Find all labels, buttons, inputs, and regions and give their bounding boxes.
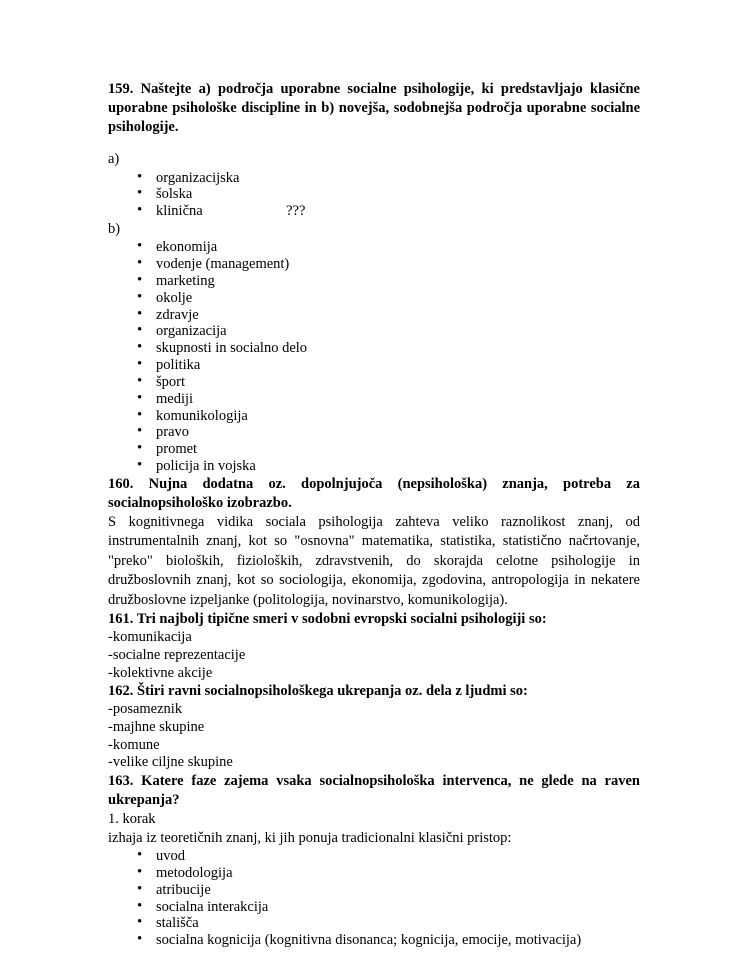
answer-line: -komunikacija: [108, 629, 192, 646]
question-159-heading: 159. Naštejte a) področja uporabne socialne psihologije, ki predstavljajo klasične uporabne psihološke discipline in b) novejša, sodobnejša področja uporabne socialne psihologije.: [108, 81, 640, 136]
list-item: • uvod: [108, 848, 640, 865]
answer-line: -komune: [108, 736, 160, 753]
list-item: • klinična ???: [108, 203, 640, 220]
question-162-heading: 162. Štiri ravni socialnopsihološkega ukrepanja oz. dela z ljudmi so:: [108, 683, 528, 700]
step-intro: izhaja iz teoretičnih znanj, ki jih ponuja tradicionalni klasični pristop:: [108, 830, 512, 847]
answer-line: -velike ciljne skupine: [108, 754, 233, 771]
list-item: • organizacija: [108, 323, 640, 340]
list-item: • socialna kognicija (kognitivna disonanca; kognicija, emocije, motivacija): [108, 932, 640, 949]
question-161-heading: 161. Tri najbolj tipične smeri v sodobni evropski socialni psihologiji so:: [108, 611, 547, 628]
question-160-body: S kognitivnega vidika sociala psihologija zahteva veliko raznolikost znanj, od instrumentalnih znanj, kot so "osnovna" matematika, statistika, statistično načrtovanje, "preko" bioloških, fizioloških, zdravstvenih, do skorajda celotne psihologije in družboslovnih znanj, kot so sociologija, ekonomija, zgodovina, antropologija in nekatere družboslovne izpeljanke (politologija, novinarstvo, komunikologija).: [108, 514, 640, 608]
question-160-heading: 160. Nujna dodatna oz. dopolnjujoča (nepsihološka) znanja, potreba za socialnopsihološko izobrazbo.: [108, 475, 640, 511]
list-label-b: b): [108, 221, 121, 238]
list-item: • pravo: [108, 424, 640, 441]
step-label: 1. korak: [108, 811, 156, 828]
list-item: • vodenje (management): [108, 256, 640, 273]
question-163-heading: 163. Katere faze zajema vsaka socialnopsihološka intervenca, ne glede na raven ukrepanja?: [108, 773, 640, 809]
list-item: • metodologija: [108, 865, 640, 882]
list-a: [108, 170, 640, 220]
list-label-a: a): [108, 151, 120, 168]
spacer: [108, 137, 640, 150]
list-item: • socialna interakcija: [108, 899, 640, 916]
list-item: • policija in vojska: [108, 458, 640, 475]
list-item: • zdravje: [108, 307, 640, 324]
list-item: • atribucije: [108, 882, 640, 899]
list-item: • komunikologija: [108, 408, 640, 425]
list-item: • ekonomija: [108, 239, 640, 256]
answer-line: -kolektivne akcije: [108, 664, 213, 681]
list-item: • promet: [108, 441, 640, 458]
list-b: [108, 239, 640, 474]
answer-line: -posameznik: [108, 701, 183, 718]
list-item: • mediji: [108, 391, 640, 408]
list-163: [108, 848, 640, 949]
answer-line: -majhne skupine: [108, 719, 205, 736]
list-item: • politika: [108, 357, 640, 374]
list-item: • marketing: [108, 273, 640, 290]
answer-line: -socialne reprezentacije: [108, 646, 246, 663]
list-item: • šport: [108, 374, 640, 391]
list-item: • stališča: [108, 915, 640, 932]
list-item: • organizacijska: [108, 170, 640, 187]
list-item: • okolje: [108, 290, 640, 307]
list-item: • skupnosti in socialno delo: [108, 340, 640, 357]
list-item: • šolska: [108, 186, 640, 203]
